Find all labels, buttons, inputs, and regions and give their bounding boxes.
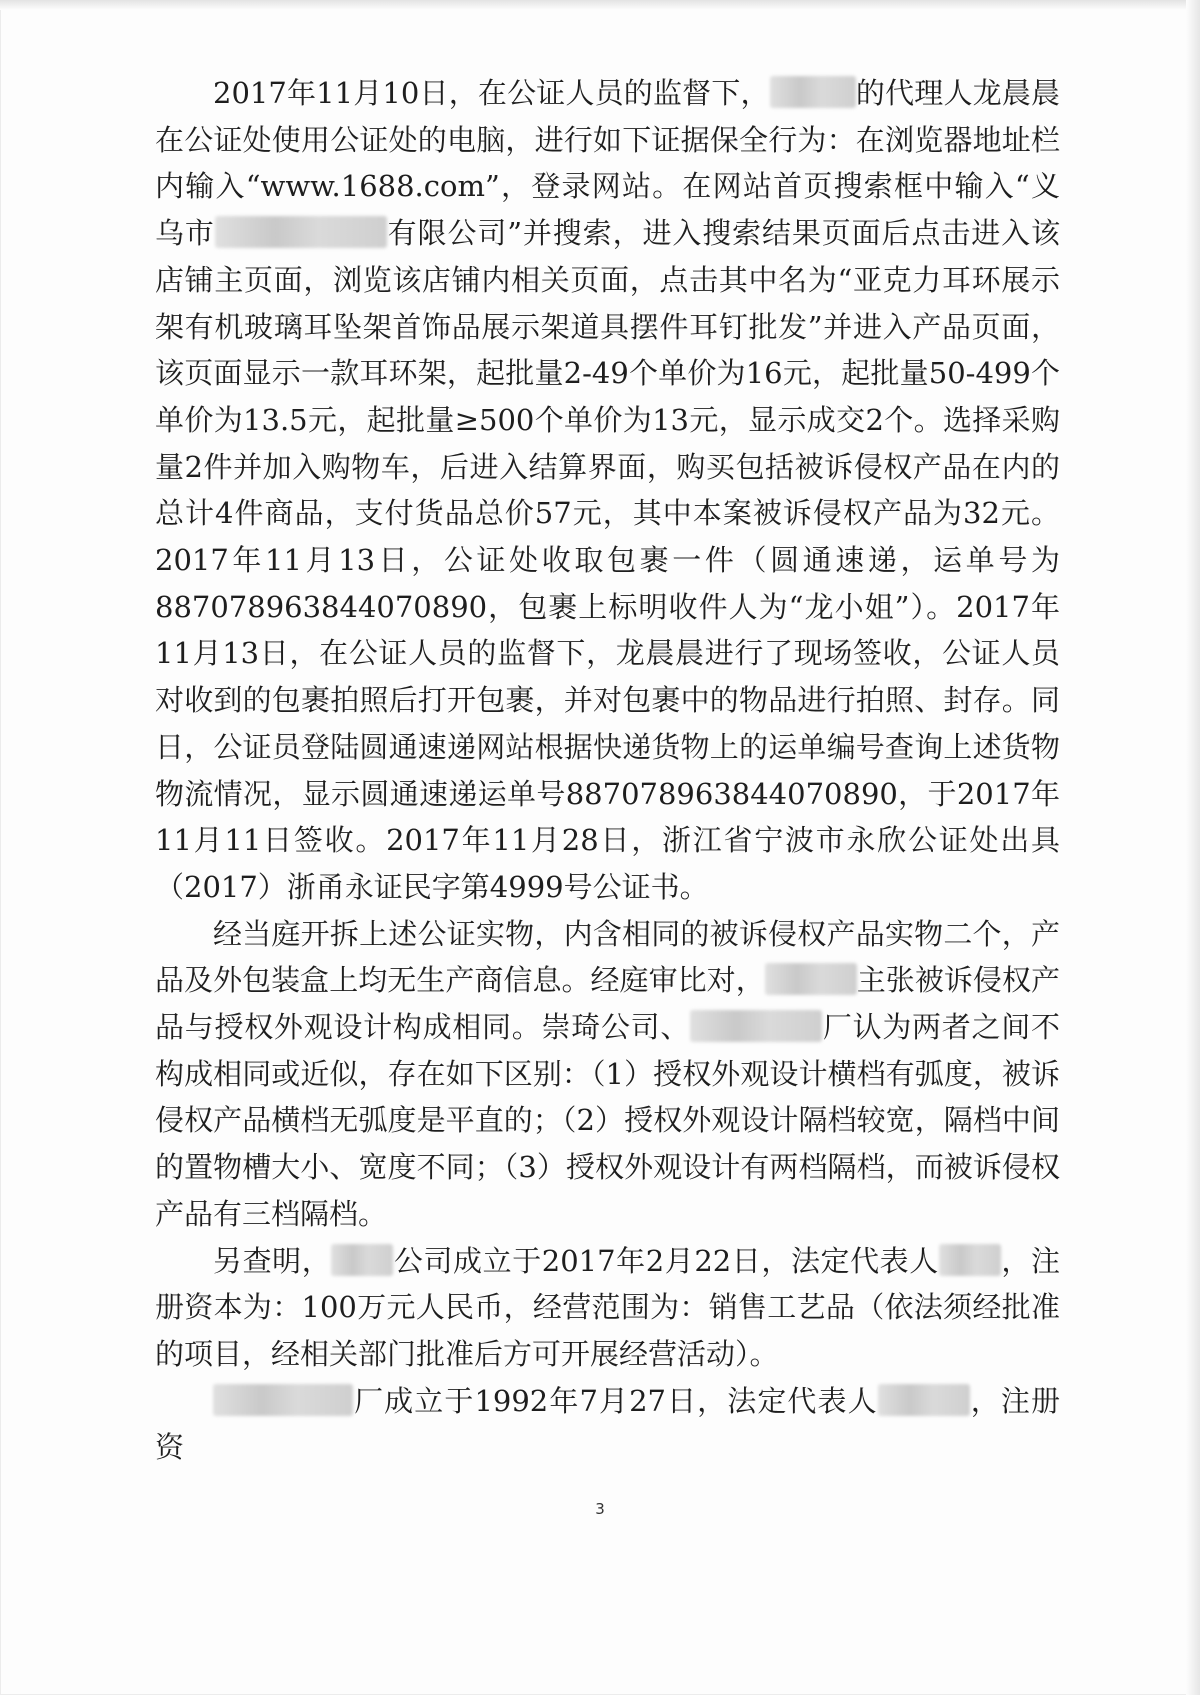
paragraph-text: 厂成立于1992年7月27日，法定代表人 [353,1383,878,1418]
paragraph-text: 厂认为两者之间不构成相同或近似，存在如下区别：（1）授权外观设计横档有弧度，被诉侵权产品横档无弧度是平直的；（2）授权外观设计隔档较宽，隔档中间的置物槽大小、宽度不同；（3）授权外观设计有两档隔档，而被诉侵权产品有三档隔档。 [155,1010,1060,1231]
paragraph-p1 [155,70,1060,911]
paragraph-text: ，注册资本为：100万元人民币，经营范围为：销售工艺品（依法须经批准的项目，经相关部门批准后方可开展经营活动）。 [155,1243,1060,1371]
redacted-name-blur [215,216,387,248]
document-body [155,70,1060,1471]
scan-edge-right [1186,0,1200,1695]
redacted-name-blur [770,76,856,108]
paragraph-text: 主张被诉侵权产品与授权外观设计构成相同。崇琦公司、 [155,963,1060,1045]
paragraph-text: 另查明， [213,1243,332,1278]
scan-edge-top [0,0,1200,10]
paragraph-text: 有限公司”并搜索，进入搜索结果页面后点击进入该店铺主页面，浏览该店铺内相关页面，点击其中名为“亚克力耳环展示架有机玻璃耳坠架首饰品展示架道具摆件耳钉批发”并进入产品页面，该页面显示一款耳环架，起批量2-49个单价为16元，起批量50-499个单价为13.5元，起批量≥500个单价为13元，显示成交2个。选择采购量2件并加入购物车，后进入结算界面，购买包括被诉侵权产品在内的总计4件商品，支付货品总价57元，其中本案被诉侵权产品为32元。2017年11月13日，公证处收取包裹一件（圆通速递，运单号为887078963844070890，包裹上标明收件人为“龙小姐”）。2017年11月13日，在公证人员的监督下，龙晨晨进行了现场签收，公证人员对收到的包裹拍照后打开包裹，并对包裹中的物品进行拍照、封存。同日，公证员登陆圆通速递网站根据快递货物上的运单编号查询上述货物物流情况，显示圆通速递运单号887078963844070890，于2017年11月11日签收。2017年11月28日，浙江省宁波市永欣公证处出具（2017）浙甬永证民字第4999号公证书。 [155,216,1060,904]
redacted-name-blur [939,1244,1001,1276]
redacted-name-blur [878,1384,970,1416]
redacted-name-blur [690,1010,822,1042]
paragraph-text: 2017年11月10日，在公证人员的监督下， [213,76,770,110]
redacted-name-blur [331,1244,393,1276]
paragraph-text: 经当庭开拆上述公证实物，内含相同的被诉侵权产品实物二个，产品及外包装盒上均无生产商信息。经庭审比对， [155,916,1060,998]
paragraph-p4 [155,1378,1060,1471]
paragraph-p3 [155,1238,1060,1378]
paragraph-text: 公司成立于2017年2月22日，法定代表人 [393,1243,939,1278]
redacted-name-blur [765,963,857,995]
paragraph-text: 的代理人龙晨晨在公证处使用公证处的电脑，进行如下证据保全行为：在浏览器地址栏内输入“www.1688.com”，登录网站。在网站首页搜索框中输入“义乌市 [155,76,1060,251]
paragraph-text: ，注册资 [155,1383,1060,1465]
redacted-name-blur [213,1384,353,1416]
paragraph-p2 [155,911,1060,1238]
page-number: 3 [595,1500,605,1518]
